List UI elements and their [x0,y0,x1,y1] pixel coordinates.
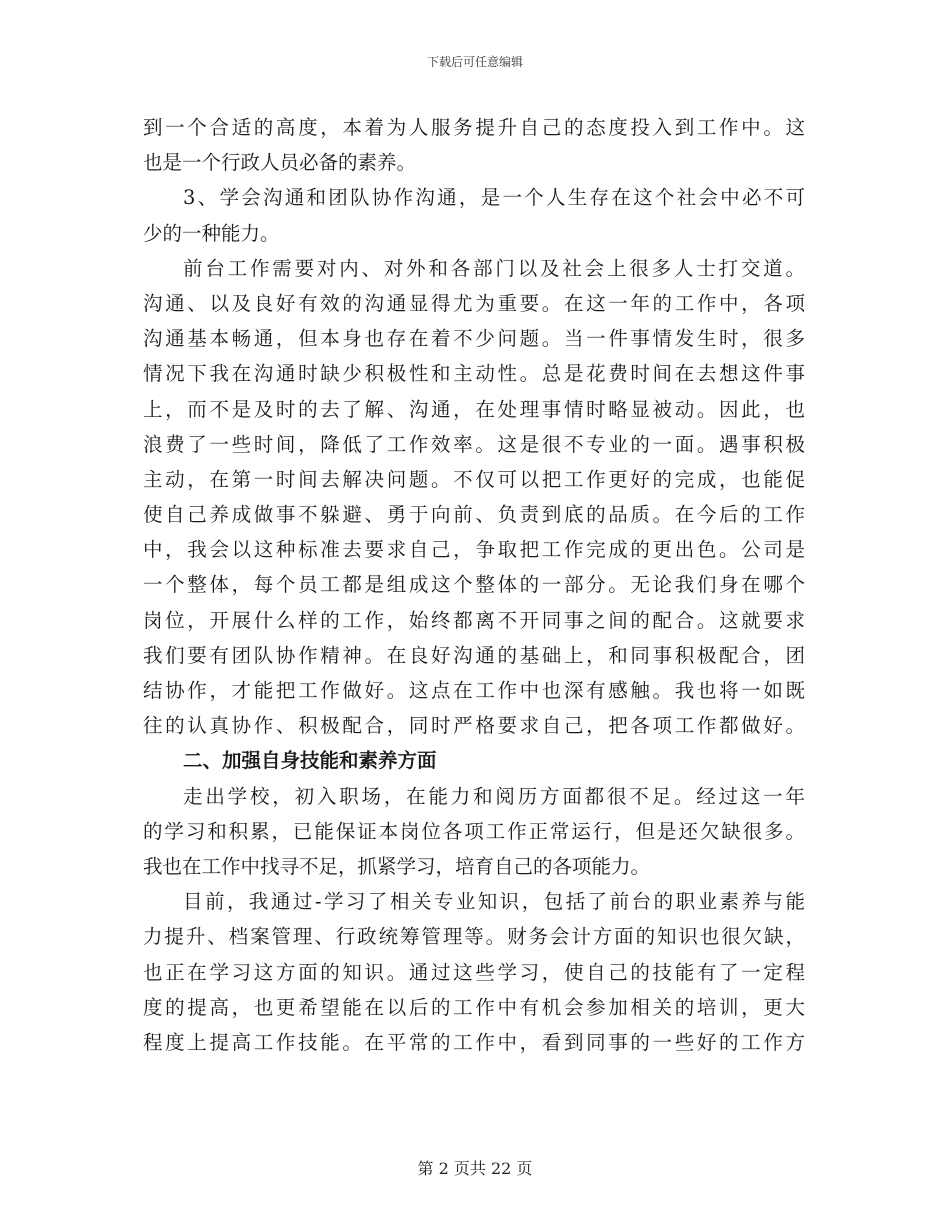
text-line: 中，我会以这种标准去要求自己，争取把工作完成的更出色。公司是 [143,538,805,562]
text-line: 也正在学习这方面的知识。通过这些学习，使自己的技能有了一定程 [143,960,805,984]
text-line: 前台工作需要对内、对外和各部门以及社会上很多人士打交道。 [183,256,805,280]
text-line: 也是一个行政人员必备的素养。 [143,151,417,175]
document-body [143,113,805,1063]
text-line: 往的认真协作、积极配合，同时严格要求自己，把各项工作都做好。 [143,714,805,738]
text-line: 力提升、档案管理、行政统筹管理等。财务会计方面的知识也很欠缺， [143,925,805,949]
page-header: 下载后可任意编辑 [426,55,523,69]
text-line: 上，而不是及时的去了解、沟通，在处理事情时略显被动。因此，也 [143,397,805,421]
text-line: 程度上提高工作技能。在平常的工作中，看到同事的一些好的工作方 [143,1030,805,1054]
page-footer: 第 2 页共 22 页 [417,1159,533,1178]
text-line: 度的提高，也更希望能在以后的工作中有机会参加相关的培训，更大 [143,995,805,1019]
text-line: 使自己养成做事不躲避、勇于向前、负责到底的品质。在今后的工作 [143,503,805,527]
text-line: 到一个合适的高度，本着为人服务提升自己的态度投入到工作中。这 [143,116,805,139]
text-line: 沟通、以及良好有效的沟通显得尤为重要。在这一年的工作中，各项 [143,291,805,315]
text-line: 的学习和积累，已能保证本岗位各项工作正常运行，但是还欠缺很多。 [143,819,805,843]
text-line: 目前，我通过-学习了相关专业知识，包括了前台的职业素养与能 [183,890,805,914]
text-line: 3、学会沟通和团队协作沟通，是一个人生存在这个社会中必不可 [183,186,805,210]
section-heading: 二、加强自身技能和素养方面 [183,749,437,773]
text-line: 沟通基本畅通，但本身也存在着不少问题。当一件事情发生时，很多 [143,327,805,351]
text-line: 少的一种能力。 [143,221,280,245]
text-line: 一个整体，每个员工都是组成这个整体的一部分。无论我们身在哪个 [143,573,805,597]
text-line: 我也在工作中找寻不足，抓紧学习，培育自己的各项能力。 [143,854,651,878]
text-line: 走出学校，初入职场，在能力和阅历方面都很不足。经过这一年 [183,784,805,808]
text-line: 我们要有团队协作精神。在良好沟通的基础上，和同事积极配合，团 [143,643,805,667]
text-line: 浪费了一些时间，降低了工作效率。这是很不专业的一面。遇事积极 [143,432,805,456]
text-line: 情况下我在沟通时缺少积极性和主动性。总是花费时间在去想这件事 [143,362,805,386]
text-line: 岗位，开展什么样的工作，始终都离不开同事之间的配合。这就要求 [143,608,805,632]
text-line: 结协作，才能把工作做好。这点在工作中也深有感触。我也将一如既 [143,679,805,702]
text-line: 主动，在第一时间去解决问题。不仅可以把工作更好的完成，也能促 [143,467,805,491]
